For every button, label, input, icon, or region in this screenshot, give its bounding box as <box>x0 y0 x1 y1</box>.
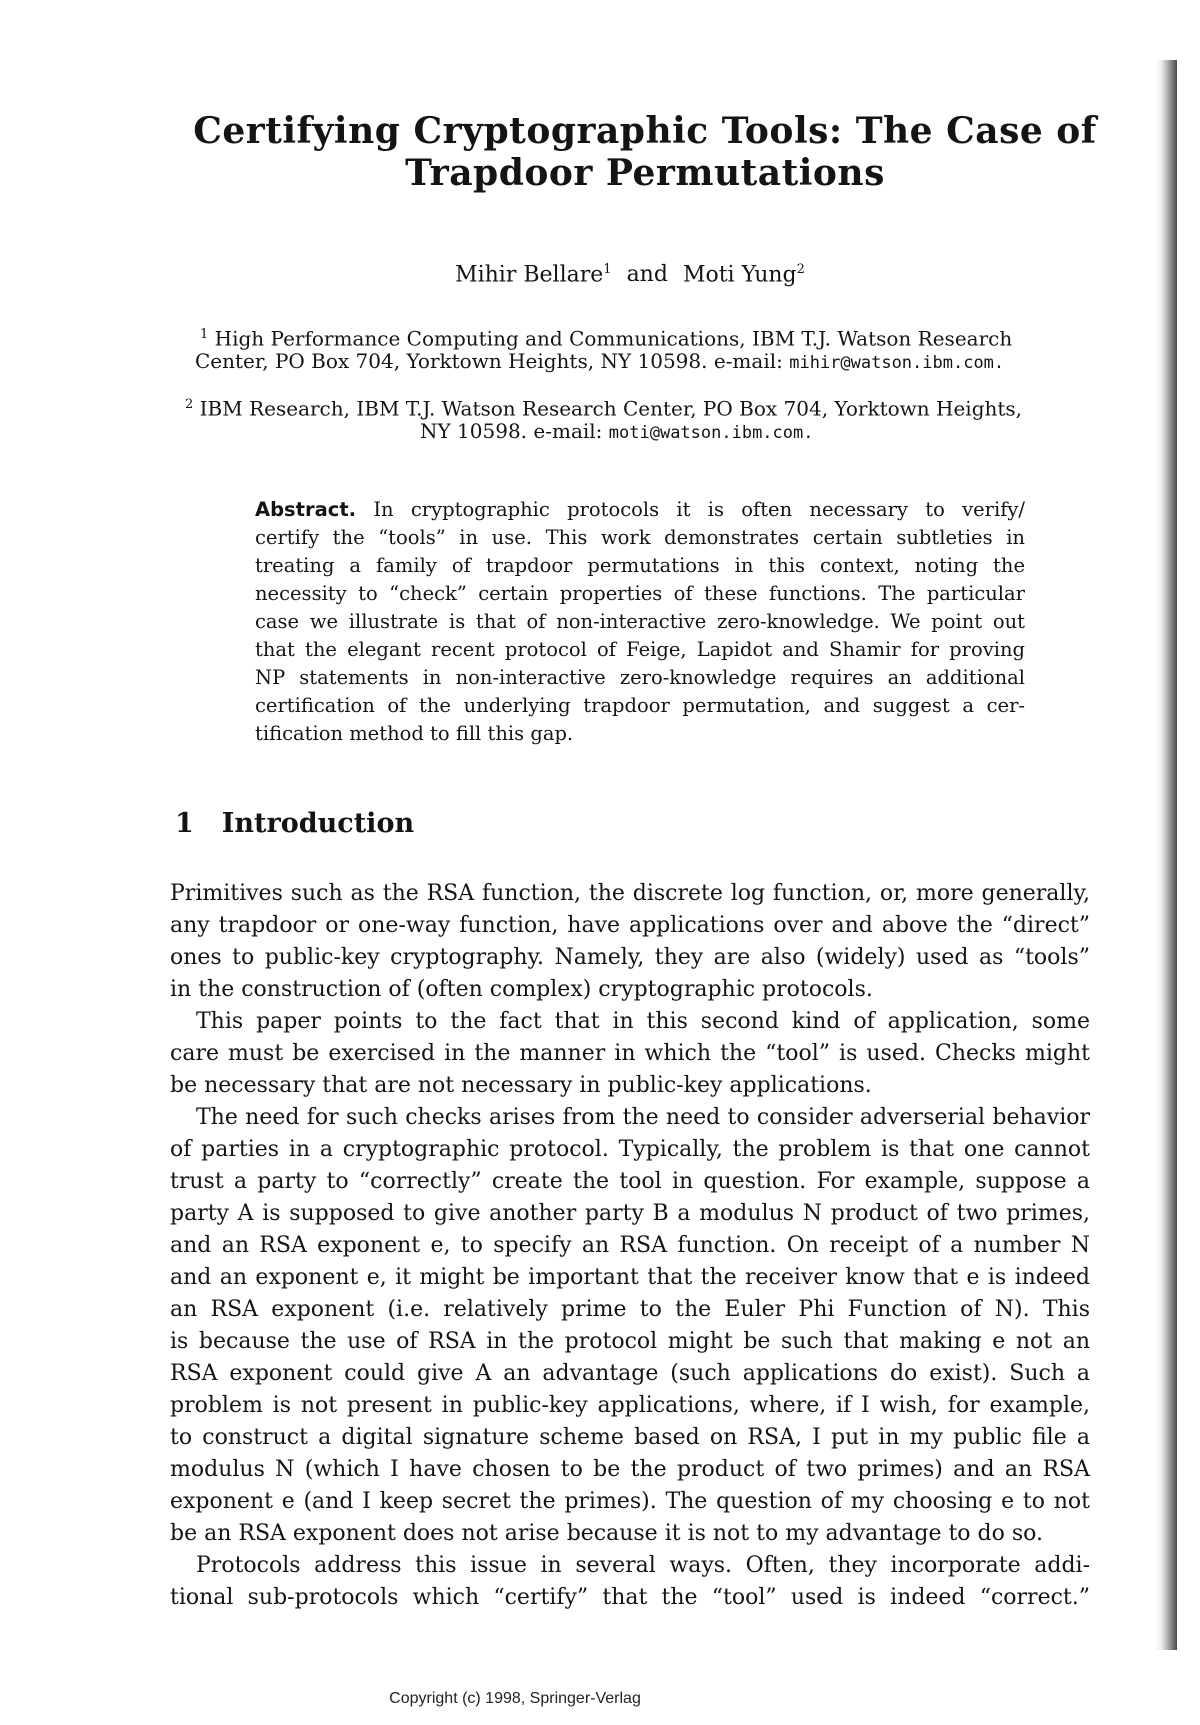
body-line: ones to public-key cryptography. Namely, they are also (widely) used as “tools” <box>170 945 1090 970</box>
body-line: problem is not present in public-key applications, where, if I wish, for example, <box>170 1393 1090 1418</box>
section-heading <box>175 808 414 839</box>
body-line: is because the use of RSA in the protocol might be such that making e not an <box>170 1329 1090 1354</box>
body-line: RSA exponent could give A an advantage (such applications do exist). Such a <box>170 1361 1090 1386</box>
author-conjunction: and <box>626 262 668 288</box>
abstract-line: certify the “tools” in use. This work demonstrates certain subtleties in <box>255 526 1025 549</box>
body-line: Primitives such as the RSA function, the discrete log function, or, more generally, <box>170 881 1090 906</box>
affiliation-number: 1 <box>200 327 209 342</box>
section-title: Introduction <box>221 808 415 839</box>
author-name: Mihir Bellare <box>455 262 604 288</box>
author-name: Moti Yung <box>682 262 797 288</box>
body-line: exponent e (and I keep secret the primes). The question of my choosing e to not <box>170 1489 1090 1514</box>
affiliation-1-line-2 <box>195 348 1004 376</box>
affiliation-text: IBM Research, IBM T.J. Watson Research Center, PO Box 704, Yorktown Heights, <box>199 396 1023 421</box>
paper-title-line-1: Certifying Cryptographic Tools: The Case of <box>193 110 1097 152</box>
body-line: tional sub-protocols which “certify” that the “tool” used is indeed “correct.” <box>170 1585 1090 1610</box>
abstract-line: certification of the underlying trapdoor permutation, and suggest a cer- <box>255 694 1025 717</box>
email-address: moti@watson.ibm.com. <box>608 423 814 443</box>
body-line: party A is supposed to give another party B a modulus N product of two primes, <box>170 1201 1090 1226</box>
body-line: be an RSA exponent does not arise because it is not to my advantage to do so. <box>170 1521 1044 1546</box>
abstract-line: tification method to fill this gap. <box>255 722 574 745</box>
body-line: and an RSA exponent e, to specify an RSA function. On receipt of a number N <box>170 1233 1090 1258</box>
body-line: be necessary that are not necessary in public-key applications. <box>170 1073 872 1098</box>
body-line: to construct a digital signature scheme based on RSA, I put in my public file a <box>170 1425 1090 1450</box>
abstract-line: case we illustrate is that of non-interactive zero-knowledge. We point out <box>255 610 1025 633</box>
abstract-label: Abstract. <box>255 498 357 521</box>
abstract-line: Abstract. In cryptographic protocols it is often necessary to verify/ <box>255 498 1026 521</box>
author-list <box>380 262 880 287</box>
abstract-line: necessity to “check” certain properties of these functions. The particular <box>255 582 1025 605</box>
body-line: The need for such checks arises from the need to consider adverserial behavior <box>196 1105 1090 1130</box>
abstract-line: treating a family of trapdoor permutations in this context, noting the <box>255 554 1025 577</box>
paper-title-line-2: Trapdoor Permutations <box>405 152 885 194</box>
body-line: of parties in a cryptographic protocol. Typically, the problem is that one cannot <box>170 1137 1090 1162</box>
affiliation-text: NY 10598. e-mail: <box>420 419 609 443</box>
body-line: an RSA exponent (i.e. relatively prime to the Euler Phi Function of N). This <box>170 1297 1090 1322</box>
scan-edge-shadow <box>1155 60 1177 1650</box>
affiliation-text: High Performance Computing and Communications, IBM T.J. Watson Research <box>214 326 1013 351</box>
body-line: This paper points to the fact that in this second kind of application, some <box>196 1009 1090 1034</box>
section-number: 1 <box>175 808 194 839</box>
affiliation-marker: 2 <box>796 262 805 277</box>
body-line: and an exponent e, it might be important that the receiver know that e is indeed <box>170 1265 1090 1290</box>
body-line: any trapdoor or one-way function, have applications over and above the “direct” <box>170 913 1090 938</box>
email-address: mihir@watson.ibm.com. <box>789 353 1005 373</box>
body-line: care must be exercised in the manner in which the “tool” is used. Checks might <box>170 1041 1090 1066</box>
copyright-notice: Copyright (c) 1998, Springer-Verlag <box>389 1690 641 1707</box>
body-line: Protocols address this issue in several ways. Often, they incorporate addi- <box>196 1553 1090 1578</box>
abstract-line: that the elegant recent protocol of Feige, Lapidot and Shamir for proving <box>255 638 1025 661</box>
body-line: in the construction of (often complex) cryptographic protocols. <box>170 977 873 1002</box>
body-line: modulus N (which I have chosen to be the product of two primes) and an RSA <box>170 1457 1090 1482</box>
abstract-line: NP statements in non-interactive zero-knowledge requires an additional <box>255 666 1025 689</box>
body-line: trust a party to “correctly” create the tool in question. For example, suppose a <box>170 1169 1090 1194</box>
affiliation-marker: 1 <box>603 262 612 277</box>
affiliation-2-line-2 <box>420 418 813 446</box>
affiliation-number: 2 <box>185 397 194 412</box>
affiliation-text: Center, PO Box 704, Yorktown Heights, NY 10598. e-mail: <box>195 349 790 373</box>
